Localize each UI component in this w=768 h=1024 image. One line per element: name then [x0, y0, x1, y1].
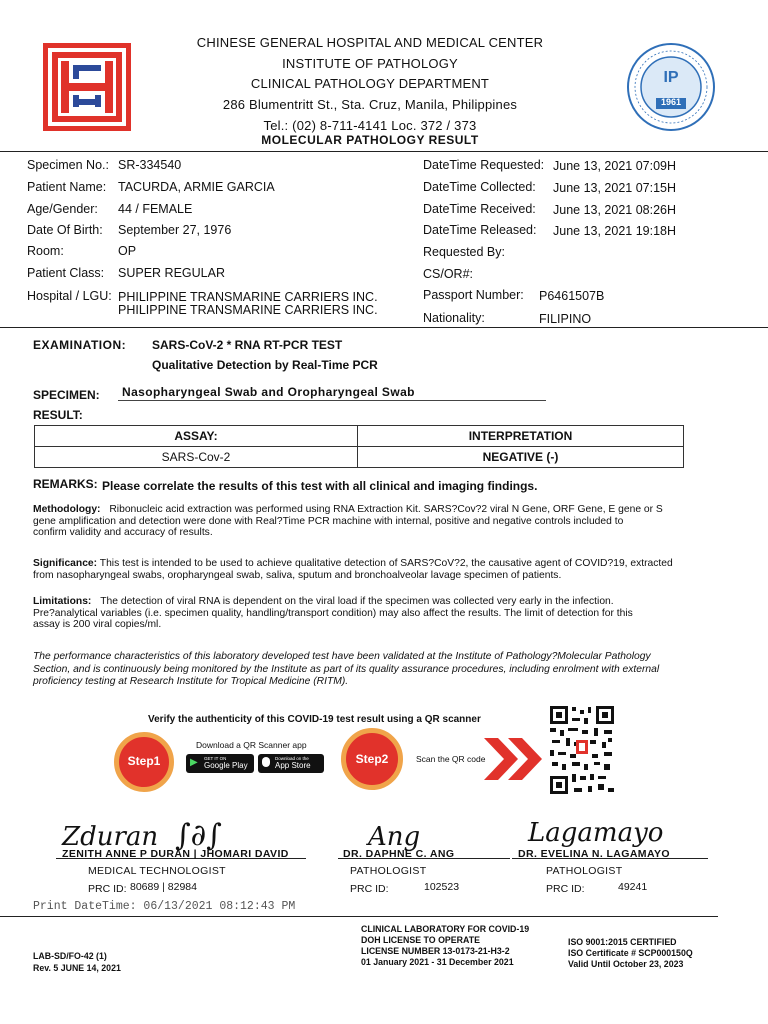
datetime-received: June 13, 2021 08:26H	[553, 203, 677, 217]
app-store-small: Download on the	[275, 756, 309, 761]
hospital-address: 286 Blumentritt St., Sta. Cruz, Manila, Philippines	[222, 96, 518, 112]
iso-certification	[568, 937, 693, 970]
signatory-2-prc: 102523	[424, 881, 460, 893]
lab-line2: DOH LICENSE TO OPERATE	[361, 935, 480, 945]
signatory-2-name: DR. DAPHNE C. ANG	[343, 848, 455, 860]
specimen-label: SPECIMEN:	[33, 388, 100, 402]
signatory-3-prc: 49241	[618, 881, 648, 893]
scan-qr-text: Scan the QR code	[416, 754, 486, 764]
iso-line2: ISO Certificate # SCP000150Q	[568, 948, 693, 958]
hospital-name: CHINESE GENERAL HOSPITAL AND MEDICAL CENTER	[196, 35, 544, 50]
print-datetime: Print DateTime: 06/13/2021 08:12:43 PM	[33, 900, 296, 913]
requested-by-label: Requested By:	[423, 245, 505, 259]
step2-label: Step2	[355, 752, 389, 766]
remarks-label: REMARKS:	[33, 477, 98, 491]
nationality: FILIPINO	[539, 312, 592, 326]
performance-line2: Section, and is continuously being monitored by the Institute as part of its quality assurance procedures, including enrolment with external	[33, 663, 660, 675]
datetime-collected: June 13, 2021 07:15H	[553, 181, 677, 195]
patient-name-label: Patient Name:	[27, 180, 107, 194]
step1-label: Step1	[127, 754, 161, 768]
hospital-phone: Tel.: (02) 8-711-4141 Loc. 372 / 373	[263, 118, 477, 133]
hospital-logo	[43, 43, 131, 131]
qr-code[interactable]	[548, 704, 616, 796]
hospital-lgu-2: PHILIPPINE TRANSMARINE CARRIERS INC.	[118, 303, 378, 317]
datetime-released: June 13, 2021 19:18H	[553, 224, 677, 238]
age-gender: 44 / FEMALE	[118, 202, 193, 216]
table-row	[35, 447, 684, 468]
nationality-label: Nationality:	[423, 311, 485, 325]
header-divider	[0, 151, 768, 152]
info-divider	[0, 327, 768, 328]
significance-label: Significance:	[33, 558, 98, 569]
significance-line2: from nasopharyngeal swabs, oropharyngeal swab, saliva, sputum and bronchoalveolar lavage specimen of patients.	[33, 569, 562, 581]
signature-1b: ∫∂∫	[175, 818, 222, 853]
table-header-row	[35, 426, 684, 447]
apple-icon	[262, 757, 270, 767]
assay-value: SARS-Cov-2	[35, 447, 358, 468]
performance-line3: proficiency testing at Research Institute for Tropical Medicine (RITM).	[33, 676, 349, 687]
hospital-header	[150, 33, 590, 134]
qr-banner-title: Verify the authenticity of this COVID-19 test result using a QR scanner	[148, 714, 481, 725]
qr-verify-banner	[112, 704, 712, 804]
signatory-2-title: PATHOLOGIST	[350, 865, 427, 877]
lab-accreditation	[361, 924, 529, 968]
examination-label: EXAMINATION:	[33, 338, 127, 352]
signatory-1-name: ZENITH ANNE P DURAN | JHOMARI DAVID	[62, 848, 289, 860]
assay-header: ASSAY:	[35, 426, 358, 447]
limitations-label: Limitations:	[33, 596, 92, 607]
datetime-requested: June 13, 2021 07:09H	[553, 159, 677, 173]
signatory-1-prc-label: PRC ID:	[88, 883, 127, 895]
methodology-label: Methodology:	[33, 504, 101, 515]
google-play-small: GET IT ON	[204, 756, 227, 761]
signatory-2-prc-label: PRC ID:	[350, 883, 389, 895]
datetime-received-label: DateTime Received:	[423, 202, 536, 216]
specimen-no-label: Specimen No.:	[27, 158, 109, 172]
performance-section	[33, 651, 753, 689]
hospital-lgu-1: PHILIPPINE TRANSMARINE CARRIERS INC.	[118, 290, 378, 304]
signatory-1-title: MEDICAL TECHNOLOGIST	[88, 865, 226, 877]
form-revision: Rev. 5 JUNE 14, 2021	[33, 963, 121, 973]
methodology-section	[33, 504, 738, 539]
department-name: CLINICAL PATHOLOGY DEPARTMENT	[250, 76, 490, 91]
patient-class-label: Patient Class:	[27, 266, 105, 280]
methodology-line3: confirm validity and accuracy of results.	[33, 527, 213, 538]
signature-2: Ang	[368, 822, 421, 852]
methodology-line2: gene amplification and detection were done with Real?Time PCR machine with internal, positive and negative controls included to	[33, 515, 624, 527]
download-app-text: Download a QR Scanner app	[196, 740, 307, 750]
signatory-3-title: PATHOLOGIST	[546, 865, 623, 877]
specimen-underline	[118, 400, 546, 401]
interpretation-value: NEGATIVE (-)	[358, 447, 684, 468]
significance-section	[33, 558, 753, 581]
performance-line1: The performance characteristics of this laboratory developed test have been validated at the Institute of Pathology?Molecular Pathology	[33, 651, 651, 662]
signature-1: Zduran	[62, 822, 159, 852]
iso-line1: ISO 9001:2015 CERTIFIED	[568, 937, 677, 947]
remarks-text: Please correlate the results of this test with all clinical and imaging findings.	[102, 479, 538, 493]
signatory-3-prc-label: PRC ID:	[546, 883, 585, 895]
iso-line3: Valid Until October 23, 2023	[568, 959, 684, 969]
app-store-label: App Store	[275, 761, 311, 770]
age-gender-label: Age/Gender:	[27, 202, 98, 216]
examination-method: Qualitative Detection by Real-Time PCR	[152, 358, 378, 372]
patient-name: TACURDA, ARMIE GARCIA	[118, 180, 275, 194]
specimen-no: SR-334540	[118, 158, 182, 172]
room: OP	[118, 244, 137, 258]
datetime-collected-label: DateTime Collected:	[423, 180, 536, 194]
result-table	[34, 425, 684, 468]
form-code: LAB-SD/FO-42 (1)	[33, 951, 107, 961]
limitations-line2: Pre?analytical variables (i.e. specimen quality, handling/transport condition) may also affect the results. The limit of detection for this	[33, 607, 633, 619]
passport-label: Passport Number:	[423, 288, 524, 302]
result-label: RESULT:	[33, 408, 83, 422]
play-icon: ▶	[190, 757, 198, 768]
cs-or-label: CS/OR#:	[423, 267, 474, 281]
institute-seal	[626, 42, 716, 132]
room-label: Room:	[27, 244, 64, 258]
lab-line3: LICENSE NUMBER 13-0173-21-H3-2	[361, 946, 510, 956]
chevron-arrows-icon	[484, 738, 546, 780]
signatory-1-prc: 80689 | 82984	[130, 881, 197, 893]
interpretation-header: INTERPRETATION	[358, 426, 684, 447]
hospital-lgu-label: Hospital / LGU:	[27, 289, 112, 303]
app-store-badge[interactable]	[258, 754, 324, 773]
specimen-type: Nasopharyngeal Swab and Oropharyngeal Swab	[122, 385, 415, 399]
dob: September 27, 1976	[118, 223, 232, 237]
significance-line1: This test is intended to be used to achieve qualitative detection of SARS?CoV?2, the causative agent of COVID?19, extracted	[99, 558, 673, 569]
footer-divider	[0, 916, 718, 917]
report-title: MOLECULAR PATHOLOGY RESULT	[261, 133, 479, 147]
google-play-badge[interactable]	[186, 754, 254, 773]
limitations-line1: The detection of viral RNA is dependent on the viral load if the specimen was collected very early in the infection.	[100, 596, 614, 607]
google-play-label: Google Play	[204, 761, 248, 770]
lab-line4: 01 January 2021 - 31 December 2021	[361, 957, 514, 967]
limitations-section	[33, 596, 753, 631]
dob-label: Date Of Birth:	[27, 223, 103, 237]
passport-number: P6461507B	[539, 289, 605, 303]
svg-text:IP: IP	[663, 69, 679, 86]
signature-3: Lagamayo	[528, 818, 664, 848]
methodology-line1: Ribonucleic acid extraction was performed using RNA Extraction Kit. SARS?Cov?2 viral N Gene, ORF Gene, E gene or S	[109, 504, 663, 515]
datetime-released-label: DateTime Released:	[423, 223, 537, 237]
datetime-requested-label: DateTime Requested:	[423, 158, 545, 172]
signatory-3-name: DR. EVELINA N. LAGAMAYO	[518, 848, 670, 860]
lab-line1: CLINICAL LABORATORY FOR COVID-19	[361, 924, 530, 934]
patient-class: SUPER REGULAR	[118, 266, 225, 280]
limitations-line3: assay is 200 viral copies/ml.	[33, 619, 162, 630]
examination-test: SARS-CoV-2 * RNA RT-PCR TEST	[152, 338, 343, 352]
seal-year: 1961	[660, 97, 682, 107]
institute-name: INSTITUTE OF PATHOLOGY	[282, 55, 458, 71]
